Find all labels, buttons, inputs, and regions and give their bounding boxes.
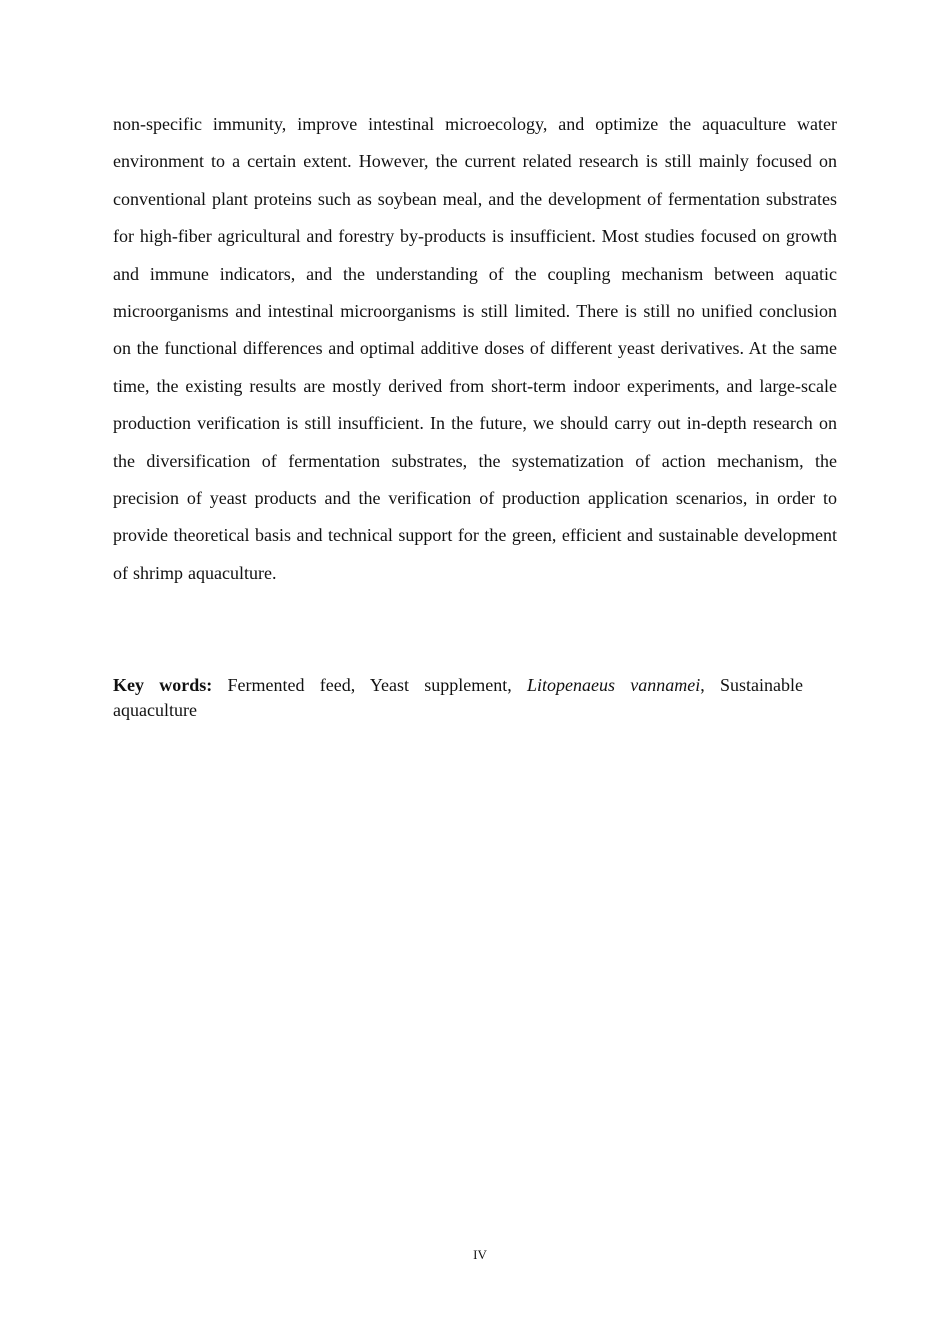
keyword-item: Fermented feed, (227, 675, 356, 695)
keyword-item: , Sustainable aquaculture (113, 675, 803, 720)
keywords-label: Key words: (113, 675, 213, 695)
keyword-item-species: Litopenaeus vannamei (527, 675, 701, 695)
keyword-item: Yeast supplement, (369, 675, 512, 695)
abstract-paragraph: non-specific immunity, improve intestinal microecology, and optimize the aquaculture water environment to a certain extent. However, the current related research is still mainly focused on conventional plant proteins such as soybean meal, and the development of fermentation substrates for high-fiber agricultural and forestry by-products is insufficient. Most studies focused on growth and immune indicators, and the understanding of the coupling mechanism between aquatic microorganisms and intestinal microorganisms is still limited. There is still no unified conclusion on the functional differences and optimal additive doses of different yeast derivatives. At the same time, the existing results are mostly derived from short-term indoor experiments, and large-scale production verification is still insufficient. In the future, we should carry out in-depth research on the diversification of fermentation substrates, the systematization of action mechanism, the precision of yeast products and the verification of production application scenarios, in order to provide theoretical basis and technical support for the green, efficient and sustainable development of shrimp aquaculture. (113, 114, 837, 583)
keywords-line (113, 673, 803, 723)
page-number: IV (473, 1247, 487, 1262)
